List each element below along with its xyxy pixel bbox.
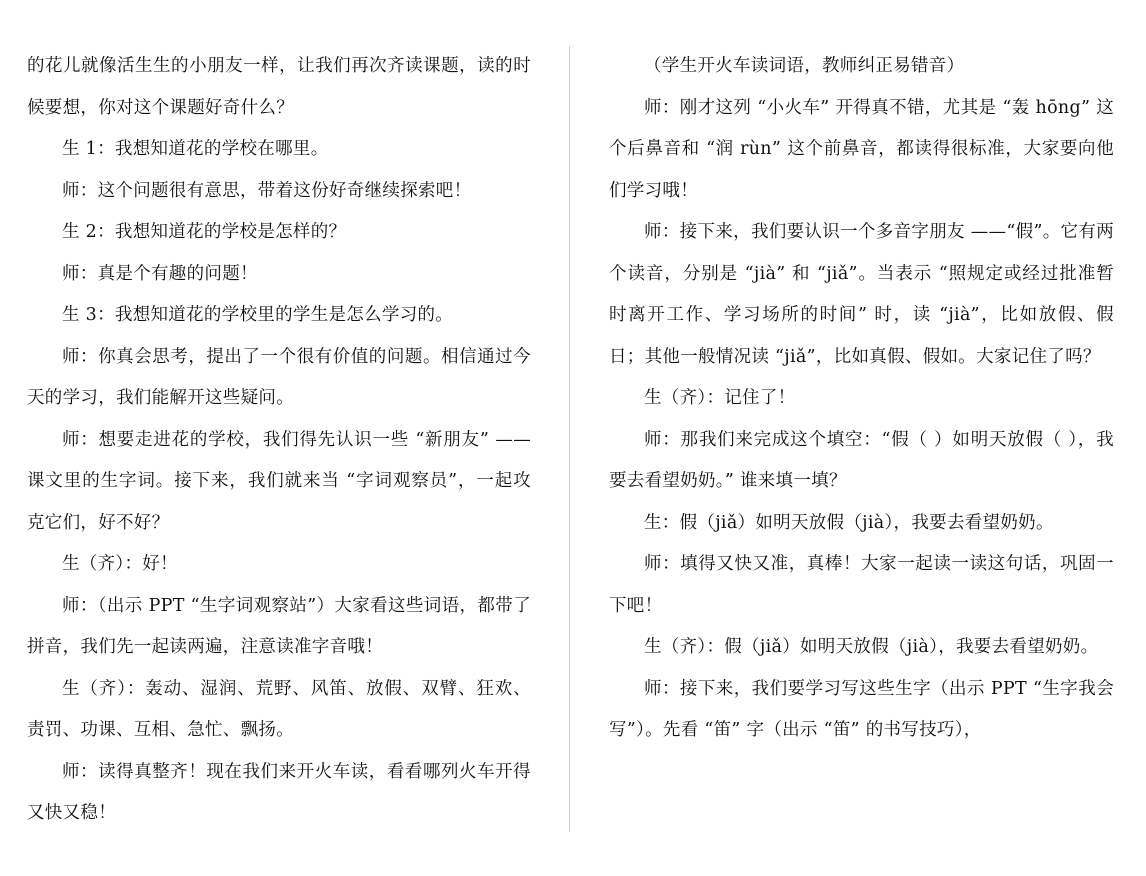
paragraph: （学生开火车读词语，教师纠正易错音） [644,56,965,76]
paragraph: 生 3：我想知道花的学校里的学生是怎么学习的。 [62,305,454,325]
paragraph: 生 1：我想知道花的学校在哪里。 [62,139,329,159]
paragraph: 师：接下来，我们要认识一个多音字朋友 ——“假”。它有两个读音，分别是 “jià” 和 “jiǎ”。当表示 “照规定或经过批准暂时离开工作、学习场所的时间” 时，读 “jià”，比如放假、假日；其他一般情况读 “jiǎ”，比如真假、假如。大家记住了吗？ [609,222,1114,367]
paragraph: 生（齐）：假（jiǎ）如明天放假（jià），我要去看望奶奶。 [644,637,1099,657]
paragraph: 生（齐）：轰动、湿润、荒野、风笛、放假、双臂、狂欢、责罚、功课、互相、急忙、飘扬。 [27,678,531,740]
column-divider [569,46,570,832]
paragraph: 师：你真会思考，提出了一个很有价值的问题。相信通过今天的学习，我们能解开这些疑问。 [27,346,531,408]
paragraph: 师：接下来，我们要学习写这些生字（出示 PPT “生字我会写”）。先看 “笛” 字（出示 “笛” 的书写技巧）， [609,678,1114,740]
paragraph: 的花儿就像活生生的小朋友一样，让我们再次齐读课题，读的时候要想，你对这个课题好奇什么？ [27,56,531,118]
paragraph: 师：真是个有趣的问题！ [62,263,258,284]
paragraph: 生（齐）：好！ [62,554,178,574]
paragraph: 师：填得又快又准，真棒！大家一起读一读这句话，巩固一下吧！ [609,554,1114,616]
paragraph: 生 2：我想知道花的学校是怎样的？ [62,222,347,242]
paragraph: 生：假（jiǎ）如明天放假（jià），我要去看望奶奶。 [644,512,1054,533]
right-text-column [609,46,1114,752]
paragraph: 生（齐）：记住了！ [644,388,796,408]
paragraph: 师：这个问题很有意思，带着这份好奇继续探索吧！ [62,180,472,201]
paragraph: 师：（出示 PPT “生字词观察站”）大家看这些词语，都带了拼音，我们先一起读两遍，注意读准字音哦！ [27,595,531,657]
left-text-column [27,46,531,835]
paragraph: 师：刚才这列 “小火车” 开得真不错，尤其是 “轰 hōng” 这个后鼻音和 “润 rùn” 这个前鼻音，都读得很标准，大家要向他们学习哦！ [609,97,1114,201]
paragraph: 师：那我们来完成这个填空：“假（ ）如明天放假（ ），我要去看望奶奶。” 谁来填一填？ [609,429,1114,491]
paragraph: 师：读得真整齐！现在我们来开火车读，看看哪列火车开得又快又稳！ [27,761,531,823]
paragraph: 师：想要走进花的学校，我们得先认识一些 “新朋友” —— 课文里的生字词。接下来，我们就来当 “字词观察员”，一起攻克它们，好不好？ [27,429,531,533]
